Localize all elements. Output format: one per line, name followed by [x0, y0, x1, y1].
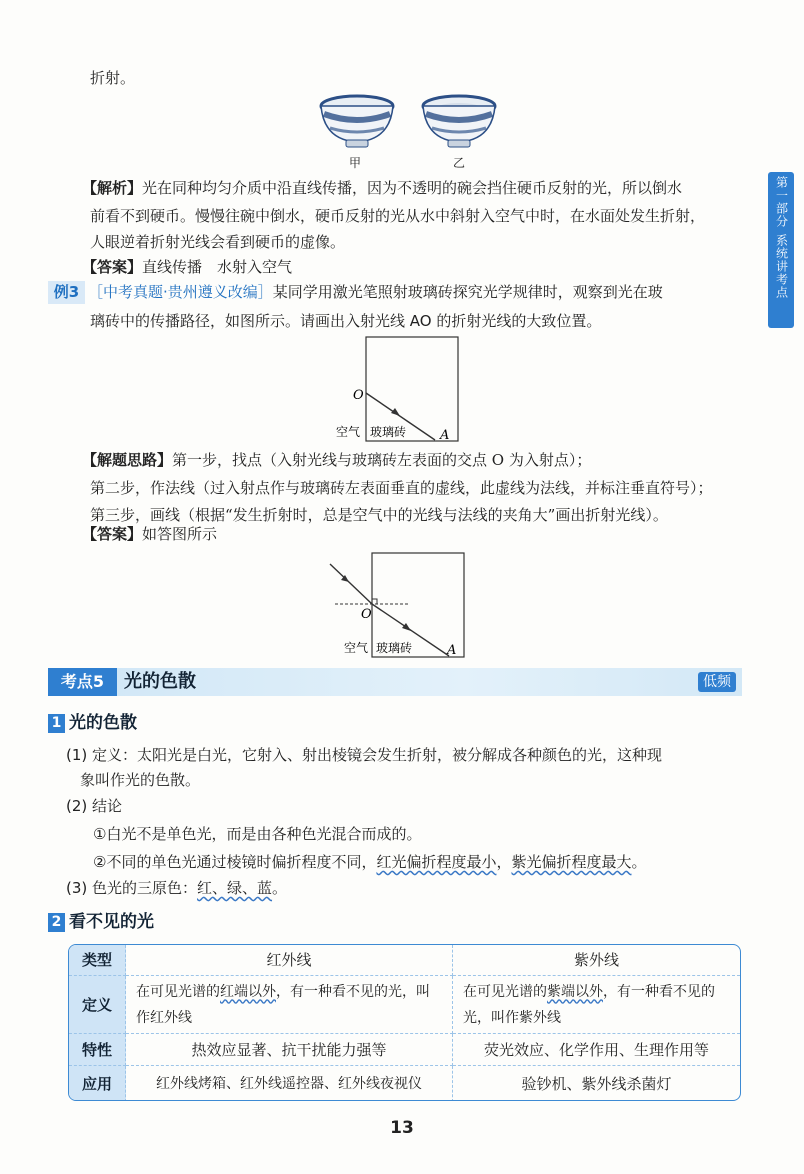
- primary-colors-list: 红、绿、蓝: [197, 879, 273, 897]
- section-tag: 考点5: [48, 668, 117, 696]
- analysis-line-3: 人眼逆着折射光线会看到硬币的虚像。: [90, 233, 346, 251]
- subheading-dispersion: 1 光的色散: [48, 708, 137, 733]
- example-tag: 例3: [48, 281, 85, 304]
- side-tab-title: 系统讲考点: [774, 234, 789, 299]
- analysis-tag: 【解析】: [82, 179, 143, 197]
- definition-line-1: (1) 定义：太阳光是白光，它射入、射出棱镜会发生折射，被分解成各种颜色的光，这种现: [66, 746, 663, 764]
- point-a-label: A: [440, 428, 450, 443]
- comparison-table: [68, 944, 741, 1101]
- uv-properties: 荧光效应、化学作用、生理作用等: [453, 1034, 741, 1066]
- section-banner: [48, 668, 742, 696]
- air-label: 空气: [336, 425, 361, 439]
- refracted-ray: [330, 564, 372, 604]
- example-line-2: 璃砖中的传播路径，如图所示。请画出入射光线 AO 的折射光线的大致位置。: [90, 312, 602, 330]
- solution-step-3: 第三步，画线（根据“发生折射时，总是空气中的光线与法线的夹角大”画出折射光线）。: [90, 506, 668, 524]
- number-badge: 1: [48, 714, 65, 733]
- incident-arrow: [402, 623, 411, 631]
- side-tab: [768, 172, 794, 328]
- example-line-1: ［中考真题·贵州遵义改编］某同学用激光笔照射玻璃砖探究光学规律时，观察到光在玻: [88, 283, 663, 301]
- analysis-line-2: 前看不到硬币。慢慢往碗中倒水，硬币反射的光从水中斜射入空气中时，在水面处发生折射，: [90, 207, 706, 225]
- point-a-label: A: [447, 643, 457, 658]
- violet-light-note: 紫光偏折程度最大: [511, 853, 632, 871]
- primary-colors: (3) 色光的三原色：红、绿、蓝。: [66, 879, 288, 897]
- answer-2: 【答案】如答图所示: [82, 525, 218, 543]
- number-badge: 2: [48, 913, 65, 932]
- conclusion-2: ②不同的单色光通过棱镜时偏折程度不同，红光偏折程度最小，紫光偏折程度最大。: [93, 853, 647, 871]
- point-o-label: O: [353, 388, 364, 403]
- bowl-right-label: 乙: [453, 156, 466, 170]
- bowl-left: [321, 96, 393, 147]
- glass-label: 玻璃砖: [376, 641, 413, 655]
- uv-definition: 在可见光谱的紫端以外，有一种看不见的光，叫作紫外线: [453, 976, 741, 1034]
- page-number: 13: [390, 1118, 414, 1138]
- table-row: 应用 红外线烤箱、红外线遥控器、红外线夜视仪 验钞机、紫外线杀菌灯: [69, 1066, 740, 1102]
- bowl-left-label: 甲: [349, 156, 362, 170]
- solution-step-2: 第二步，作法线（过入射点作与玻璃砖左表面垂直的虚线，此虚线为法线，并标注垂直符号）；: [90, 479, 713, 497]
- table-header-type: 类型: [69, 945, 126, 976]
- point-o-label: O: [361, 607, 372, 622]
- ray-arrow: [391, 408, 400, 416]
- section-title: 光的色散: [124, 671, 196, 692]
- conclusion-1: ①白光不是单色光，而是由各种色光混合而成的。: [93, 825, 422, 843]
- example-source: ［中考真题·贵州遵义改编］: [88, 283, 273, 301]
- table-row: 特性 热效应显著、抗干扰能力强等 荧光效应、化学作用、生理作用等: [69, 1034, 740, 1066]
- table-header-row: [69, 945, 740, 976]
- bowls-figure: [310, 92, 510, 172]
- red-light-note: 红光偏折程度最小: [376, 853, 497, 871]
- glass-figure-answer: [325, 552, 470, 662]
- definition-line-2: 象叫作光的色散。: [80, 771, 201, 789]
- analysis-line-1: 【解析】光在同种均匀介质中沿直线传播，因为不透明的碗会挡住硬币反射的光，所以倒水: [82, 179, 683, 197]
- frequency-badge: 低频: [698, 672, 736, 692]
- table-header-ir: 红外线: [126, 945, 453, 976]
- air-label: 空气: [344, 641, 369, 655]
- uv-applications: 验钞机、紫外线杀菌灯: [453, 1066, 741, 1102]
- side-tab-part: 第一部分: [774, 176, 789, 228]
- ir-definition: 在可见光谱的红端以外，有一种看不见的光，叫作红外线: [126, 976, 453, 1034]
- glass-label: 玻璃砖: [370, 425, 407, 439]
- bowl-right: [423, 96, 495, 147]
- conclusion-heading: (2) 结论: [66, 797, 123, 815]
- glass-figure-question: [330, 336, 465, 446]
- ir-applications: 红外线烤箱、红外线遥控器、红外线夜视仪: [126, 1066, 453, 1102]
- continued-text: 折射。: [90, 69, 136, 87]
- table-header-uv: 紫外线: [453, 945, 741, 976]
- subheading-invisible-light: 2 看不见的光: [48, 907, 154, 932]
- ir-properties: 热效应显著、抗干扰能力强等: [126, 1034, 453, 1066]
- right-angle-mark: [372, 599, 377, 604]
- solution-tag: 【解题思路】: [82, 451, 173, 469]
- table-row: 定义 在可见光谱的红端以外，有一种看不见的光，叫作红外线 在可见光谱的紫端以外，有一种看不见的光，叫作紫外线: [69, 976, 740, 1034]
- solution-step-1: 【解题思路】第一步，找点（入射光线与玻璃砖左表面的交点 O 为入射点）；: [82, 451, 592, 469]
- answer-1: 【答案】直线传播 水射入空气: [82, 258, 293, 276]
